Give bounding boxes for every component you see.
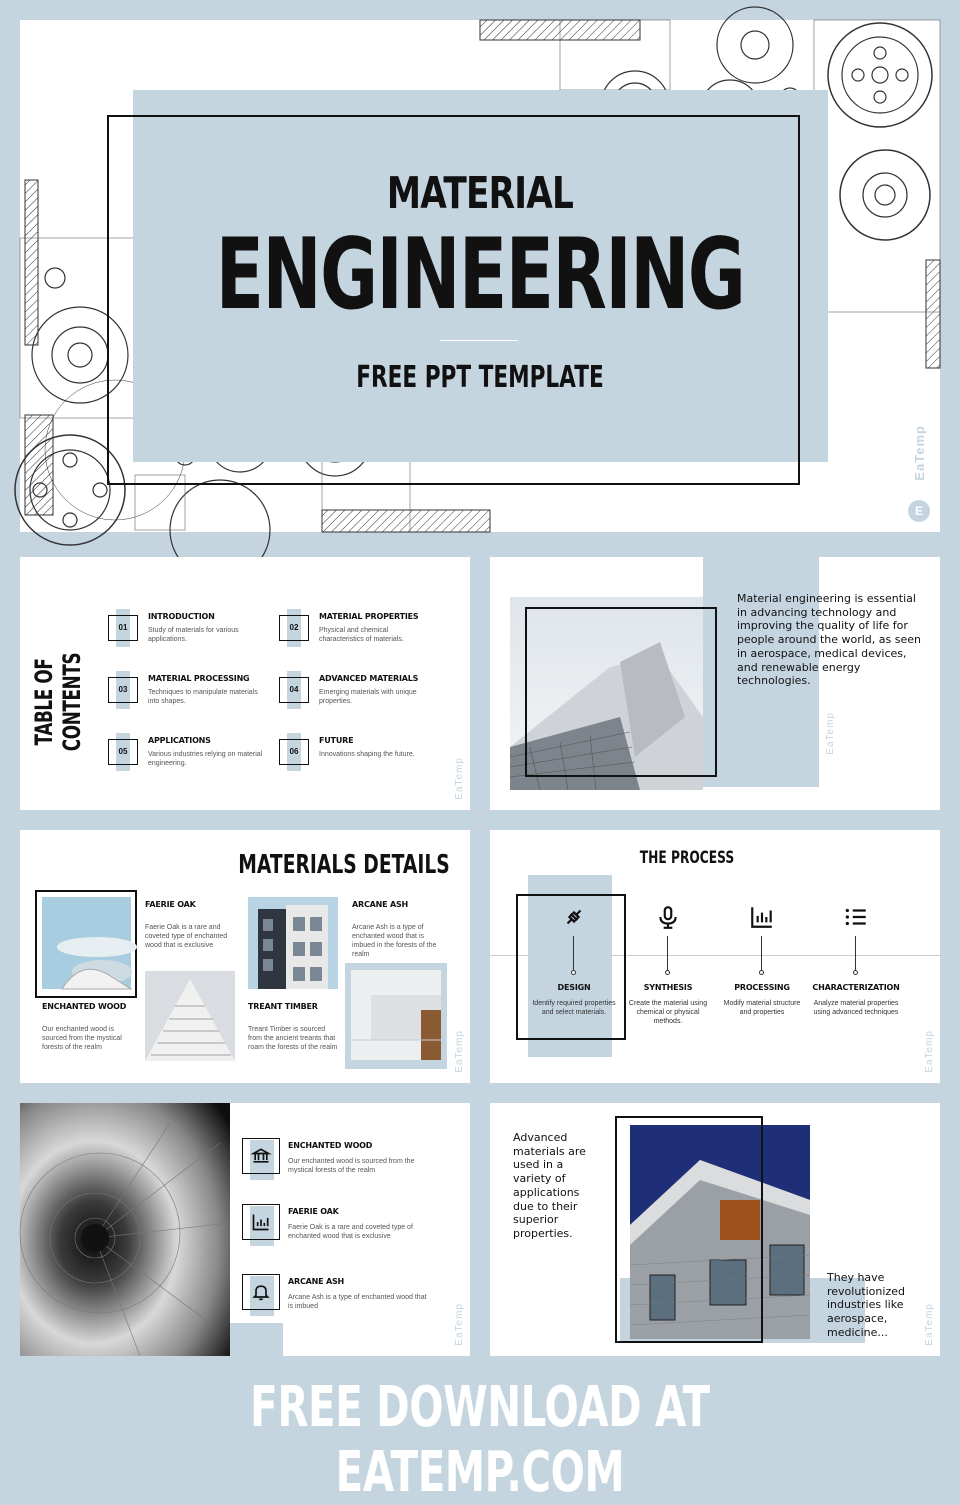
- process-step-desc: Modify material structure and properties: [723, 1000, 801, 1016]
- spiral-photo: [20, 1103, 230, 1356]
- intro-text: Material engineering is essential in advancing technology and improving the quality of life for people around the world, as seen in aerospace, medical devices, and renewable energy technologies.: [737, 592, 921, 688]
- features-blue-block: [230, 1323, 283, 1356]
- details-watermark: EaTemp: [454, 1030, 465, 1073]
- treant-title: TREANT TIMBER: [248, 1002, 318, 1011]
- bell-icon: [251, 1282, 271, 1302]
- process-step-title: SYNTHESIS: [643, 983, 693, 992]
- process-step-desc: Identify required properties and select materials.: [532, 1000, 616, 1016]
- chart-icon: [251, 1212, 271, 1232]
- toc-item[interactable]: [108, 671, 268, 711]
- toc-num-box: 03: [108, 677, 138, 703]
- process-step-desc: Create the material using chemical or physical methods.: [628, 1000, 708, 1025]
- process-step-title: DESIGN: [557, 983, 591, 992]
- apps-photo-frame: [615, 1116, 763, 1343]
- cover-watermark: EaTemp: [912, 425, 927, 481]
- feature-title: ARCANE ASH: [288, 1277, 345, 1286]
- toc-num-box: 02: [279, 615, 309, 641]
- toc-item-desc: Emerging materials with unique properties.: [319, 689, 417, 705]
- toc-num-box: 05: [108, 739, 138, 765]
- list-icon: [843, 904, 869, 930]
- toc-item[interactable]: [108, 733, 268, 773]
- process-dot: [853, 970, 858, 975]
- details-heading: MATERIALS DETAILS: [238, 850, 450, 880]
- process-watermark: EaTemp: [924, 1030, 935, 1073]
- process-connector: [573, 936, 574, 970]
- toc-item-title: APPLICATIONS: [148, 736, 211, 745]
- cover-title-line1: MATERIAL: [386, 168, 574, 219]
- intro-slide: [490, 557, 940, 810]
- toc-slide: [20, 557, 470, 810]
- logo-badge: E: [908, 500, 930, 522]
- process-dot: [665, 970, 670, 975]
- feature-desc: Faerie Oak is a rare and coveted type of enchanted wood that is exclusive: [288, 1224, 413, 1240]
- feature-item[interactable]: [242, 1135, 452, 1181]
- toc-item-title: ADVANCED MATERIALS: [319, 674, 419, 683]
- feature-item[interactable]: [242, 1201, 452, 1247]
- enchanted-desc: Our enchanted wood is sourced from the mystical forests of the realm: [42, 1026, 122, 1051]
- feature-title: FAERIE OAK: [288, 1207, 339, 1216]
- process-connector: [667, 936, 668, 970]
- apps-text-1: Advanced materials are used in a variety of applications due to their superior properties.: [513, 1131, 586, 1240]
- cover-subtitle: FREE PPT TEMPLATE: [356, 360, 604, 395]
- plug-icon: [561, 904, 587, 930]
- microscope-icon: [655, 904, 681, 930]
- wall-photo: [351, 970, 441, 1060]
- toc-item-title: MATERIAL PROPERTIES: [319, 612, 419, 621]
- enchanted-title: ENCHANTED WOOD: [42, 1002, 127, 1011]
- toc-item-title: MATERIAL PROCESSING: [148, 674, 250, 683]
- faerie-title: FAERIE OAK: [145, 900, 196, 909]
- cover-slide: [20, 20, 940, 532]
- toc-item-desc: Physical and chemical characteristics of materials.: [319, 627, 404, 643]
- feature-desc: Arcane Ash is a type of enchanted wood that is imbued: [288, 1294, 427, 1310]
- process-dot: [571, 970, 576, 975]
- process-connector: [855, 936, 856, 970]
- details-slide: [20, 830, 470, 1083]
- footer-text: FREE DOWNLOAD AT EATEMP.COM: [250, 1375, 710, 1505]
- process-connector: [761, 936, 762, 970]
- cover-divider: [440, 340, 518, 341]
- toc-item[interactable]: [279, 733, 439, 773]
- applications-slide: [490, 1103, 940, 1356]
- toc-item[interactable]: [279, 609, 439, 649]
- process-step-title: CHARACTERIZATION: [812, 983, 900, 992]
- toc-item-desc: Innovations shaping the future.: [319, 751, 415, 758]
- feature-title: ENCHANTED WOOD: [288, 1141, 373, 1150]
- tower-photo: [248, 897, 338, 989]
- features-slide: [20, 1103, 470, 1356]
- feature-item[interactable]: [242, 1271, 452, 1317]
- toc-watermark: EaTemp: [454, 757, 465, 800]
- process-step[interactable]: [526, 900, 622, 1040]
- process-step[interactable]: [714, 900, 810, 1040]
- toc-item-title: FUTURE: [319, 736, 354, 745]
- toc-num-box: 04: [279, 677, 309, 703]
- intro-watermark: EaTemp: [825, 712, 836, 755]
- feature-desc: Our enchanted wood is sourced from the mystical forests of the realm: [288, 1158, 415, 1174]
- toc-item-desc: Techniques to manipulate materials into shapes.: [148, 689, 258, 705]
- process-step[interactable]: [808, 900, 904, 1040]
- process-step[interactable]: [620, 900, 716, 1040]
- process-slide: [490, 830, 940, 1083]
- apps-watermark: EaTemp: [924, 1303, 935, 1346]
- faerie-desc: Faerie Oak is a rare and coveted type of enchanted wood that is exclusive: [145, 924, 228, 949]
- cover-title-line2: ENGINEERING: [215, 218, 745, 332]
- apps-text-2: They have revolutionized industries like aerospace, medicine...: [827, 1271, 905, 1339]
- sky-photo: [42, 897, 131, 989]
- bar-chart-icon: [749, 904, 775, 930]
- treant-desc: Treant Timber is sourced from the ancient treants that roam the forests of the realm: [248, 1026, 338, 1051]
- features-watermark: EaTemp: [454, 1303, 465, 1346]
- toc-num-box: 01: [108, 615, 138, 641]
- toc-num-box: 06: [279, 739, 309, 765]
- bank-icon: [251, 1146, 271, 1166]
- toc-item[interactable]: [279, 671, 439, 711]
- arcane-desc: Arcane Ash is a type of enchanted wood that is imbued in the forests of the realm: [352, 924, 437, 958]
- arcane-title: ARCANE ASH: [352, 900, 409, 909]
- process-dot: [759, 970, 764, 975]
- toc-heading: TABLE OF CONTENTS: [30, 652, 86, 752]
- toc-item[interactable]: [108, 609, 268, 649]
- toc-item-desc: Various industries relying on material engineering.: [148, 751, 263, 767]
- process-heading: THE PROCESS: [639, 848, 735, 868]
- toc-item-desc: Study of materials for various applications.: [148, 627, 239, 643]
- intro-photo-frame: [525, 607, 717, 777]
- pyramid-photo: [145, 971, 235, 1061]
- toc-item-title: INTRODUCTION: [148, 612, 215, 621]
- process-step-title: PROCESSING: [734, 983, 790, 992]
- process-step-desc: Analyze material properties using advanced techniques: [813, 1000, 899, 1016]
